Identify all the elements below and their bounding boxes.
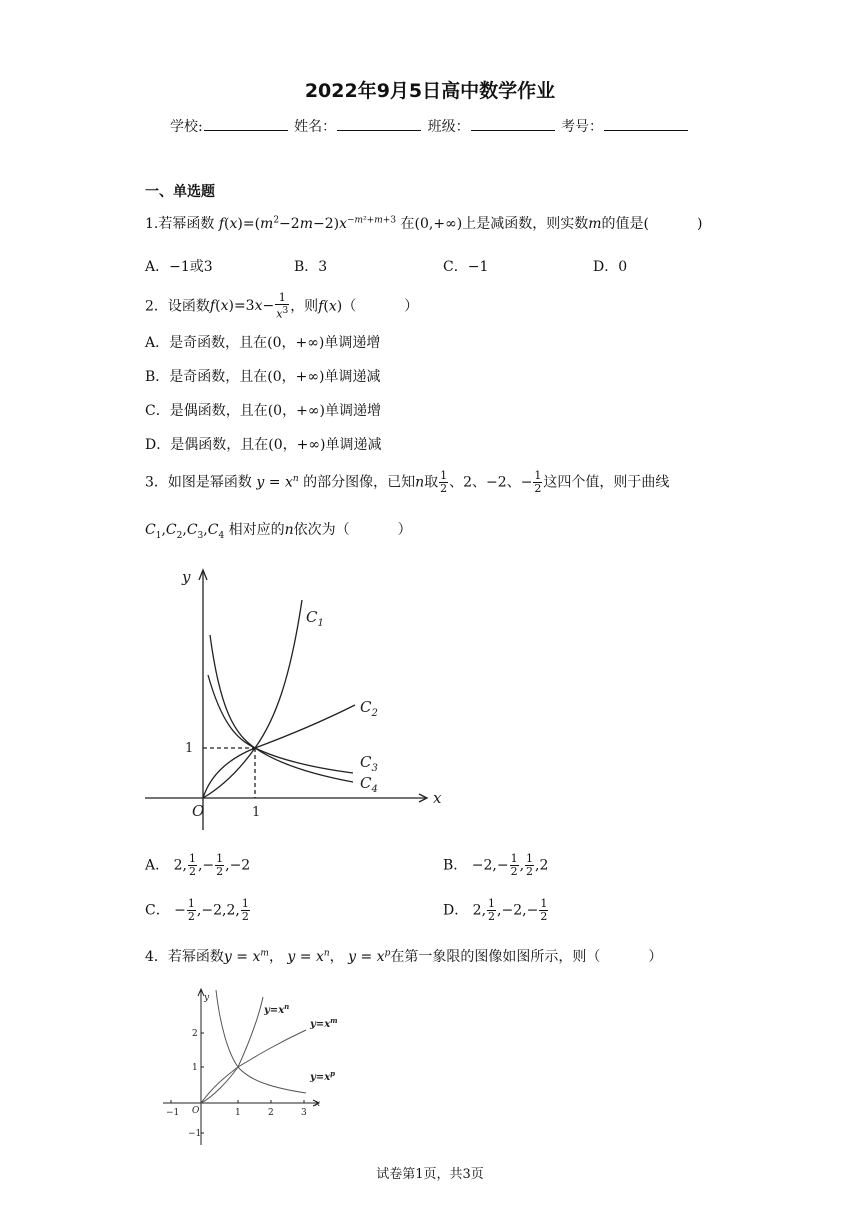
curve-c4 xyxy=(208,675,353,782)
q3-option-b[interactable]: B． −2,− $\frac{1}{2}$ , $\frac{1}{2}$ ,2 xyxy=(443,852,549,878)
question-number: 1. xyxy=(145,216,159,232)
var-m: m xyxy=(588,216,602,232)
curve-c3 xyxy=(210,635,353,773)
label-y-xp: $y=x^p$ xyxy=(310,1069,336,1083)
q4-power-function-graph xyxy=(158,985,338,1150)
curve-xp xyxy=(201,997,263,1103)
y-axis-label: y xyxy=(182,568,191,586)
svg-text:1: 1 xyxy=(192,1063,198,1073)
label-c2: $C_2$ xyxy=(360,698,378,719)
q3-power-function-graph xyxy=(140,560,450,840)
q3-option-a[interactable]: A． 2, $\frac{1}{2}$ ,− $\frac{1}{2}$ ,−2 xyxy=(145,852,251,878)
school-label: 学校: xyxy=(169,119,203,135)
question-text: 的值是( xyxy=(601,216,649,232)
section-title: 一、单选题 xyxy=(145,184,215,200)
curve-c1 xyxy=(203,600,302,798)
interval: (0,+∞) xyxy=(414,216,463,232)
label-c4: $C_4$ xyxy=(360,774,378,795)
question-3-line2: $C_1,C_2,C_3,C_4$ 相对应的n依次为（ ） xyxy=(145,522,412,541)
question-2: 2．设函数f(x)=3x− $\frac{1}{x^3}$ ，则f(x)（ ） xyxy=(145,291,419,321)
formula: f(x)=3x− $\frac{1}{x^3}$ xyxy=(209,291,289,321)
student-info-line xyxy=(0,116,860,136)
q1-option-c[interactable]: C．−1 xyxy=(443,259,489,275)
question-4: 4．若幂函数$y = x^m$， $y = x^n$， $y = x^p$在第一象限的图像如图所示，则（ ） xyxy=(145,948,663,965)
question-text: 上是减函数，则实数 xyxy=(462,216,589,232)
svg-text:−1: −1 xyxy=(188,1129,202,1139)
page-title: 2022年9月5日高中数学作业 xyxy=(304,80,556,102)
q1-option-b[interactable]: B．3 xyxy=(294,259,328,275)
label-c1: $C_1$ xyxy=(306,608,324,629)
origin-label: O xyxy=(192,802,205,820)
q1-option-a[interactable]: A．−1或3 xyxy=(145,259,213,275)
question-1 xyxy=(145,213,702,233)
svg-text:1: 1 xyxy=(235,1108,241,1118)
question-3: 3．如图是幂函数 $y = x^n$ 的部分图像，已知n取 $\frac{1}{2}$ 、2、−2、− $\frac{1}{2}$ 这四个值，则于曲线 xyxy=(145,469,670,495)
svg-text:2: 2 xyxy=(192,1029,198,1039)
svg-text:y: y xyxy=(204,993,210,1003)
question-text: 在 xyxy=(400,216,415,232)
y-tick-1: 1 xyxy=(185,741,194,756)
q2-option-a[interactable]: A．是奇函数，且在(0，+∞)单调递增 xyxy=(145,335,381,351)
question-text: 若幂函数 xyxy=(158,216,215,232)
name-blank[interactable] xyxy=(337,118,421,131)
page-footer: 试卷第1页，共3页 xyxy=(376,1167,484,1182)
x-axis-label: x xyxy=(433,789,442,807)
class-label: 班级： xyxy=(427,119,470,135)
label-c3: $C_3$ xyxy=(360,753,378,774)
name-label: 姓名： xyxy=(294,119,337,135)
exam-number-blank[interactable] xyxy=(604,118,688,131)
svg-text:2: 2 xyxy=(268,1108,274,1118)
q3-option-d[interactable]: D． 2, $\frac{1}{2}$ ,−2,− $\frac{1}{2}$ xyxy=(443,897,548,923)
svg-text:O: O xyxy=(192,1106,200,1116)
question-text: ) xyxy=(696,216,703,232)
svg-text:3: 3 xyxy=(301,1108,307,1118)
x-tick-1: 1 xyxy=(252,805,261,820)
exam-number-label: 考号： xyxy=(561,119,604,135)
class-blank[interactable] xyxy=(471,118,555,131)
q3-option-c[interactable]: C． − $\frac{1}{2}$ ,−2,2, $\frac{1}{2}$ xyxy=(145,897,249,923)
q2-option-d[interactable]: D．是偶函数，且在(0，+∞)单调递减 xyxy=(145,437,382,453)
label-y-xn: $y=x^n$ xyxy=(264,1002,290,1016)
svg-text:−1: −1 xyxy=(166,1108,180,1118)
school-blank[interactable] xyxy=(204,118,288,131)
q1-option-d[interactable]: D．0 xyxy=(593,259,628,275)
q2-option-c[interactable]: C．是偶函数，且在(0，+∞)单调递增 xyxy=(145,403,381,419)
label-y-xm: $y=x^m$ xyxy=(310,1016,338,1030)
svg-text:x: x xyxy=(315,1099,321,1109)
q2-option-b[interactable]: B．是奇函数，且在(0，+∞)单调递减 xyxy=(145,369,381,385)
formula: $f(x)=(m^2-2m-2)x^{-m^2+m+3}$ xyxy=(218,215,397,232)
